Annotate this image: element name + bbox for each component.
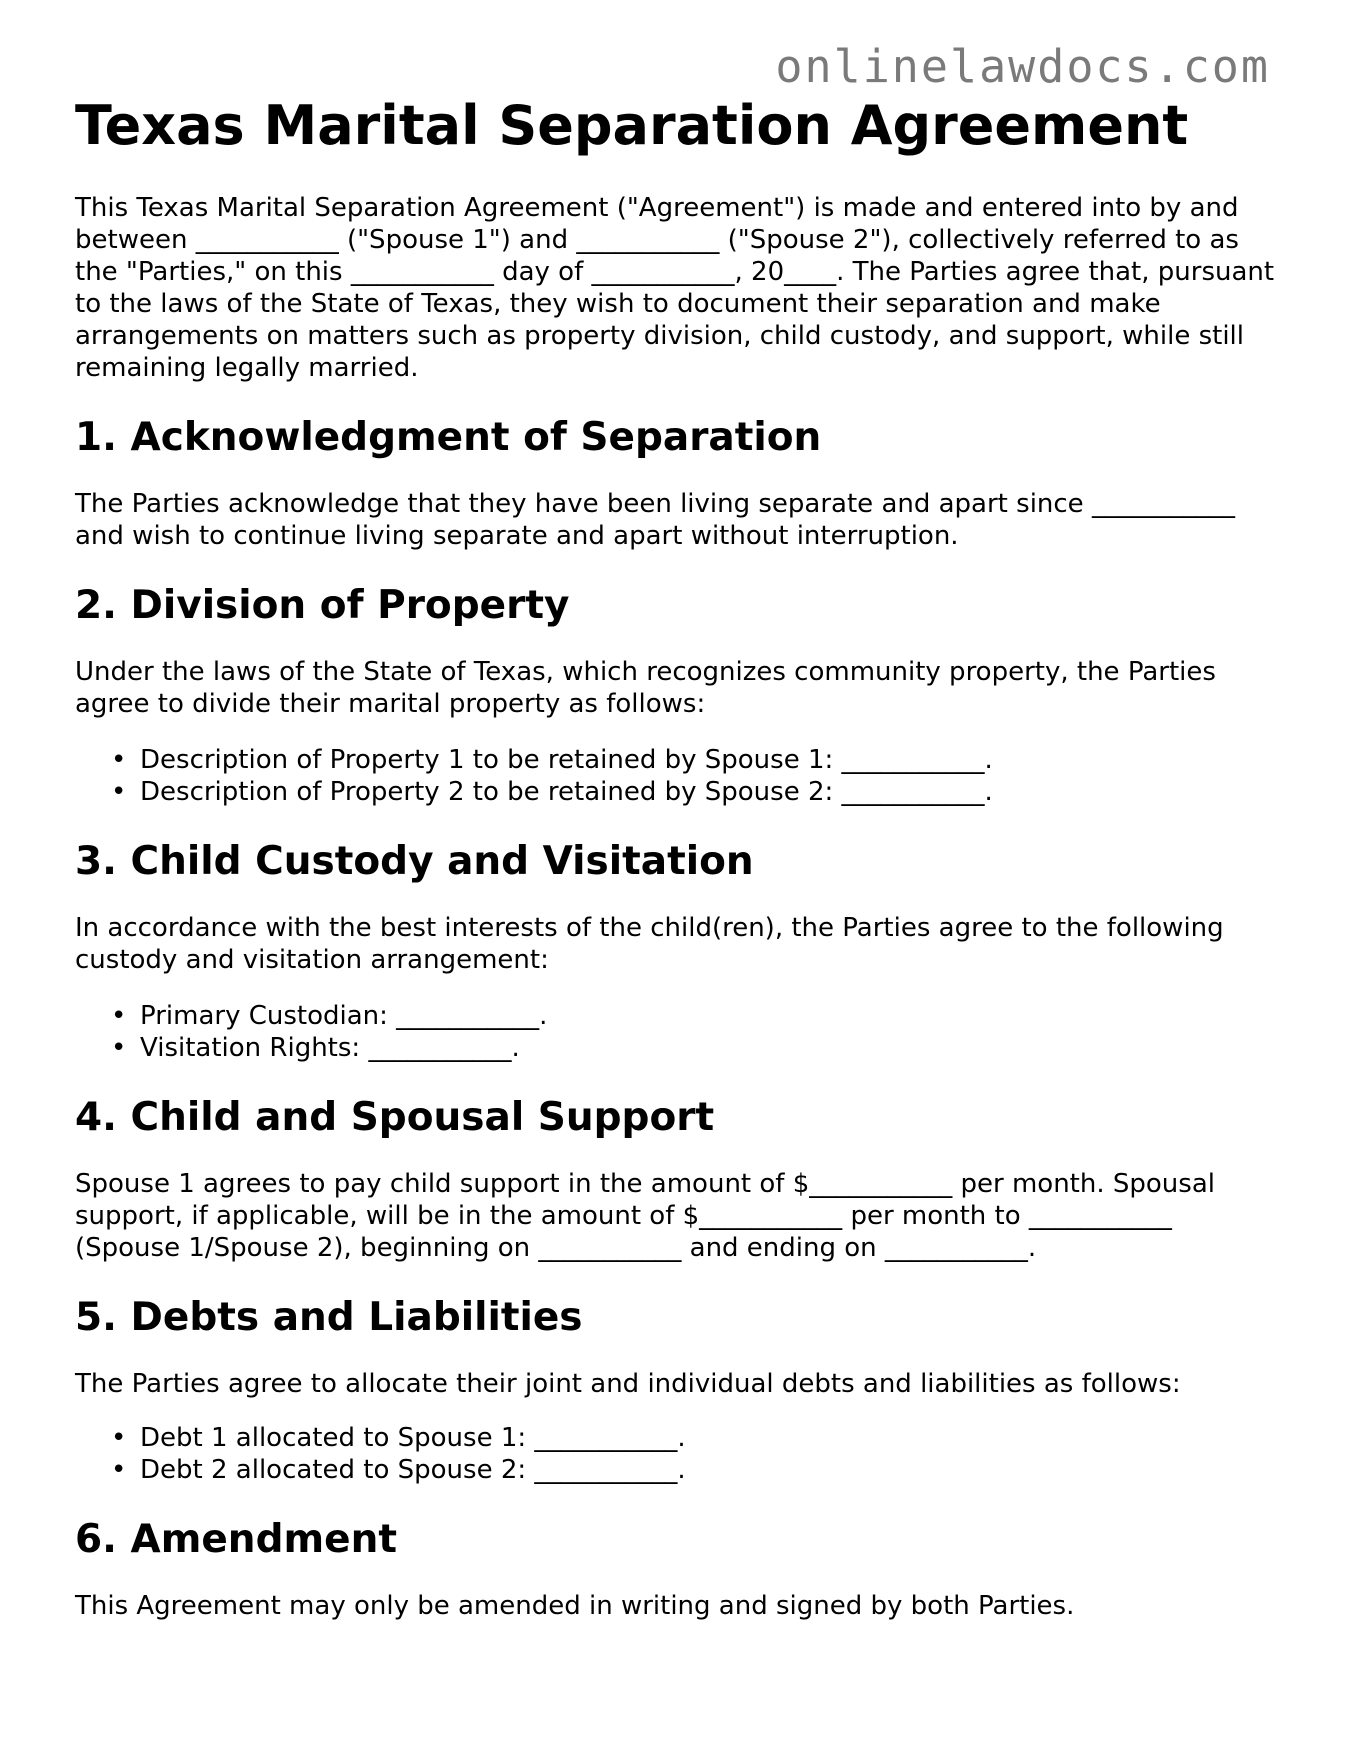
bullet-icon: • [111, 1033, 127, 1063]
list-item-text: Visitation Rights: ___________. [140, 1033, 520, 1063]
document-title: Texas Marital Separation Agreement [75, 94, 1189, 157]
section-heading: 4. Child and Spousal Support [75, 1095, 715, 1140]
list-item [75, 776, 1285, 808]
section-body: The Parties agree to allocate their joint and individual debts and liabilities as follows: [75, 1369, 1181, 1399]
section-property [75, 582, 1285, 808]
bullet-icon: • [111, 777, 127, 807]
section-amendment [75, 1516, 1285, 1622]
list-item-text: Debt 2 allocated to Spouse 2: ___________. [140, 1455, 686, 1485]
list-item-text: Debt 1 allocated to Spouse 1: ___________. [140, 1423, 686, 1453]
section-heading: 1. Acknowledgment of Separation [75, 415, 822, 460]
list-item [75, 744, 1285, 776]
section-heading: 5. Debts and Liabilities [75, 1295, 583, 1340]
section-custody [75, 838, 1285, 1064]
section-heading: 2. Division of Property [75, 583, 570, 628]
bullet-icon: • [111, 1455, 127, 1485]
bullet-icon: • [111, 745, 127, 775]
section-body: This Agreement may only be amended in writing and signed by both Parties. [75, 1591, 1075, 1621]
bullet-icon: • [111, 1001, 127, 1031]
section-debts [75, 1294, 1285, 1486]
section-heading: 3. Child Custody and Visitation [75, 839, 754, 884]
section-body: Spouse 1 agrees to pay child support in the amount of $___________ per month. Spousal support, if applicable, will be in the amount of $___________ per month to ___________ (Spouse 1/Spouse 2), beginning on ___________ and ending on ___________. [75, 1169, 1215, 1263]
list-item [75, 1000, 1285, 1032]
section-acknowledgment [75, 414, 1285, 552]
custody-list [75, 1000, 1285, 1064]
document [75, 94, 1285, 1652]
section-body: The Parties acknowledge that they have been living separate and apart since ___________ and wish to continue living separate and apart without interruption. [75, 489, 1235, 551]
list-item-text: Description of Property 1 to be retained by Spouse 1: ___________. [140, 745, 993, 775]
bullet-icon: • [111, 1423, 127, 1453]
list-item [75, 1422, 1285, 1454]
watermark: onlinelawdocs.com [775, 40, 1270, 93]
debts-list [75, 1422, 1285, 1486]
section-support [75, 1094, 1285, 1264]
list-item [75, 1032, 1285, 1064]
intro-paragraph: This Texas Marital Separation Agreement ("Agreement") is made and entered into by and between ___________ ("Spouse 1") and ___________ ("Spouse 2"), collectively referred to as the "Parties," on this ___________ day of ___________, 20____. The Parties agree that, pursuant to the laws of the State of Texas, they wish to document their separation and make arrangements on matters such as property division, child custody, and support, while still remaining legally married. [75, 193, 1275, 383]
list-item [75, 1454, 1285, 1486]
section-body: In accordance with the best interests of the child(ren), the Parties agree to the following custody and visitation arrangement: [75, 913, 1224, 975]
section-body: Under the laws of the State of Texas, which recognizes community property, the Parties agree to divide their marital property as follows: [75, 657, 1216, 719]
section-heading: 6. Amendment [75, 1517, 397, 1562]
property-list [75, 744, 1285, 808]
list-item-text: Primary Custodian: ___________. [140, 1001, 548, 1031]
list-item-text: Description of Property 2 to be retained by Spouse 2: ___________. [140, 777, 993, 807]
